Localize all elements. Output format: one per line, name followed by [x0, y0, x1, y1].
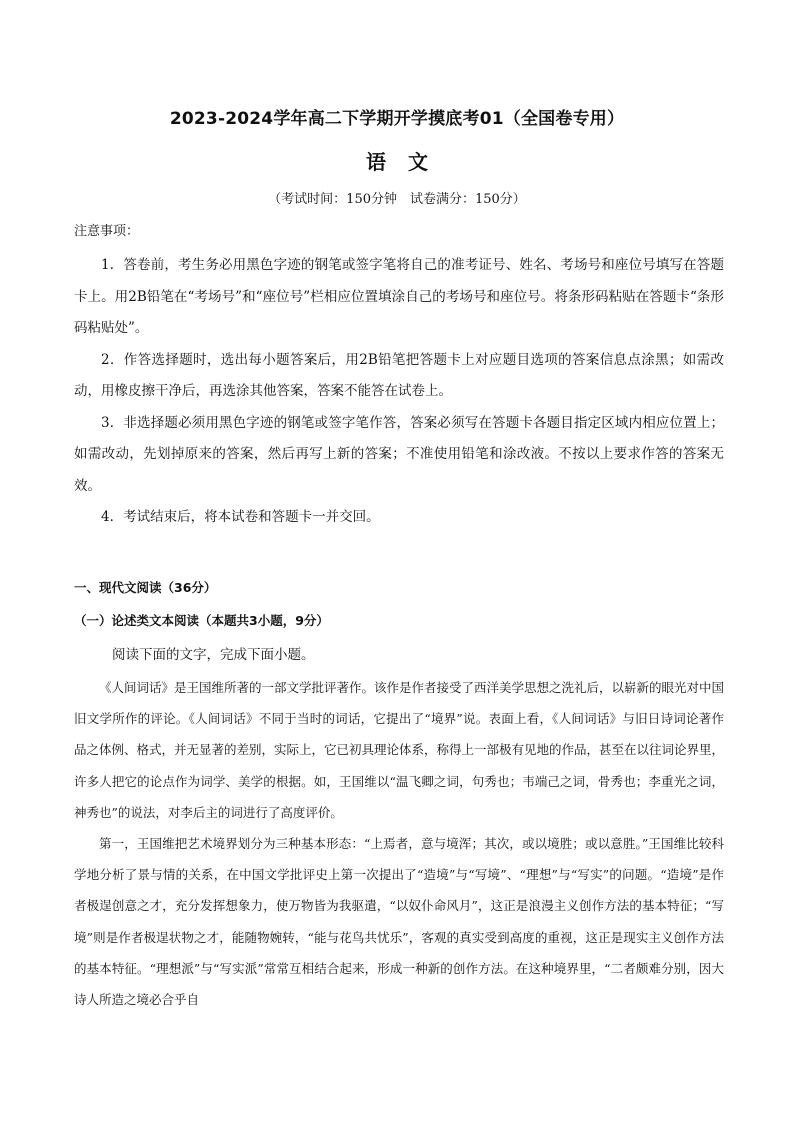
- notice-item: 2．作答选择题时，选出每小题答案后，用2B铅笔把答题卡上对应题目选项的答案信息点涂黑；如需改动，用橡皮擦干净后，再选涂其他答案，答案不能答在试卷上。: [74, 351, 724, 399]
- notice-item: 3．非选择题必须用黑色字迹的钢笔或签字笔作答，答案必须写在答题卡各题目指定区域内相应位置上；如需改动，先划掉原来的答案，然后再写上新的答案；不准使用铅笔和涂改液。不按以上要求作答的答案无效。: [74, 414, 724, 494]
- passage-paragraph: 第一，王国维把艺术境界划分为三种基本形态：“上焉者，意与境浑；其次，或以境胜；或以意胜。”王国维比较科学地分析了景与情的关系，在中国文学批评史上第一次提出了“造境”与“写境”、“理想”与“写实”的问题。“造境”是作者极逞创意之才，充分发挥想象力，使万物皆为我驱遣，“以奴仆命风月”，这正是浪漫主义创作方法的基本特征；“写境”则是作者极逞状物之才，能随物婉转，“能与花鸟共忧乐”，客观的真实受到高度的重视，这正是现实主义创作方法的基本特征。“理想派”与“写实派”常常互相结合起来，形成一种新的创作方法。在这种境界里，“二者颇难分别，因大诗人所造之境必合乎自: [74, 836, 724, 1008]
- exam-title: 2023-2024学年高二下学期开学摸底考01（全国卷专用）: [169, 109, 625, 129]
- notice-heading: 注意事项：: [74, 224, 140, 239]
- subject-title: 语文: [366, 150, 450, 174]
- passage-paragraph: 《人间词话》是王国维所著的一部文学批评著作。该作是作者接受了西洋美学思想之洗礼后，以崭新的眼光对中国旧文学所作的评论。《人间词话》不同于当时的词话，它提出了“境界”说。表面上看，《人间词话》与旧日诗词论著作品之体例、格式，并无显著的差别，实际上，它已初具理论体系，称得上一部极有见地的作品，甚至在以往词论界里，许多人把它的论点作为词学、美学的根据。如，王国维以“温飞卿之词，句秀也；韦端己之词，骨秀也；李重光之词，神秀也”的说法，对李后主的词进行了高度评价。: [74, 680, 725, 820]
- notice-item: 4．考试结束后，将本试卷和答题卡一并交回。: [101, 509, 380, 525]
- notice-item: 1．答卷前，考生务必用黑色字迹的钢笔或签字笔将自己的准考证号、姓名、考场号和座位号填写在答题卡上。用2B铅笔在“考场号”和“座位号”栏相应位置填涂自己的考场号和座位号。将条形码粘贴在答题卡“条形码粘贴处”。: [74, 257, 724, 336]
- reading-passage: [74, 672, 724, 1015]
- exam-info: （考试时间：150分钟 试卷满分：150分）: [268, 192, 526, 207]
- section-heading: 一、现代文阅读（36分）: [74, 580, 217, 595]
- notice-list: [74, 250, 724, 534]
- reading-instruction: 阅读下面的文字，完成下面小题。: [112, 647, 315, 663]
- subsection-heading: （一）论述类文本阅读（本题共3小题，9分）: [74, 613, 329, 628]
